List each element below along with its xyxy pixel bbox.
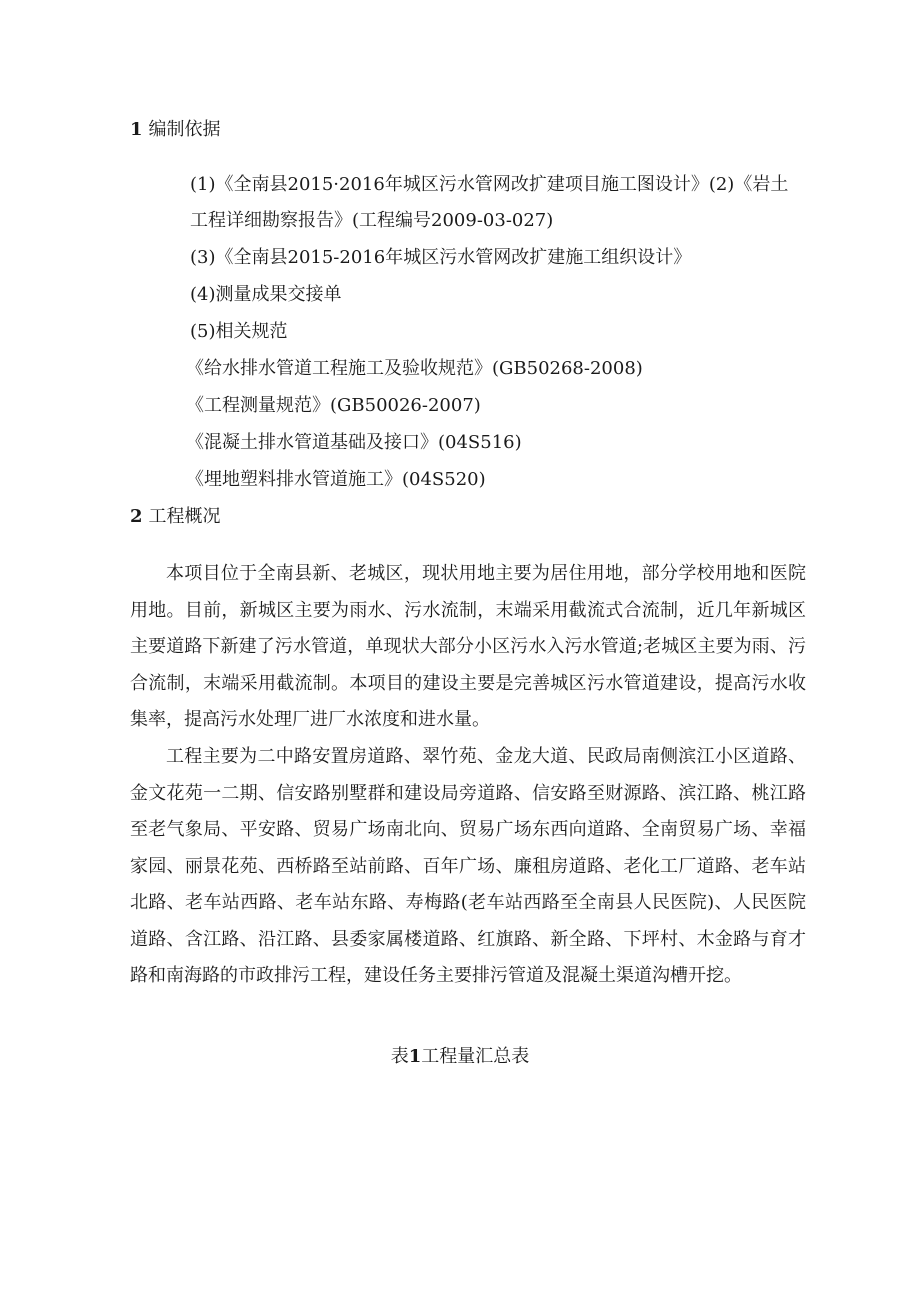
section-1-number: 1 (130, 119, 143, 140)
standard-line-1: 《给水排水管道工程施工及验收规范》(GB50268-2008) (186, 358, 643, 379)
reference-line-5: (5)相关规范 (190, 321, 288, 342)
reference-line-2: 工程详细勘察报告》(工程编号2009-03-027) (190, 210, 554, 231)
section-1-heading (130, 118, 221, 142)
standard-line-2: 《工程测量规范》(GB50026-2007) (186, 395, 481, 416)
overview-paragraph-1: 本项目位于全南县新、老城区，现状用地主要为居住用地，部分学校用地和医院用地。目前，新城区主要为雨水、污水流制，末端采用截流式合流制，近几年新城区主要道路下新建了污水管道，单现状大部分小区污水入污水管道;老城区主要为雨、污合流制，末端采用截流制。本项目的建设主要是完善城区污水管道建设，提高污水收集率，提高污水处理厂进厂水浓度和进水量。 (130, 563, 806, 730)
reference-line-3: (3)《全南县2015-2016年城区污水管网改扩建施工组织设计》 (190, 247, 692, 268)
section-2-number: 2 (130, 506, 143, 527)
standard-line-3: 《混凝土排水管道基础及接口》(04S516) (186, 432, 522, 453)
section-1-title: 编制依据 (148, 119, 221, 140)
section-2-title: 工程概况 (148, 506, 221, 527)
reference-line-1: (1)《全南县2015·2016年城区污水管网改扩建项目施工图设计》(2)《岩土 (190, 174, 789, 195)
standard-line-4: 《埋地塑料排水管道施工》(04S520) (186, 469, 486, 490)
table-caption-number: 1 (408, 1046, 422, 1067)
section-2-heading (130, 505, 221, 529)
table-caption (0, 1045, 920, 1069)
overview-paragraph-2: 工程主要为二中路安置房道路、翠竹苑、金龙大道、民政局南侧滨江小区道路、金文花苑一二期、信安路别墅群和建设局旁道路、信安路至财源路、滨江路、桃江路至老气象局、平安路、贸易广场南北向、贸易广场东西向道路、全南贸易广场、幸福家园、丽景花苑、西桥路至站前路、百年广场、廉租房道路、老化工厂道路、老车站北路、老车站西路、老车站东路、寿梅路(老车站西路至全南县人民医院)、人民医院道路、含江路、沿江路、县委家属楼道路、红旗路、新全路、下坪村、木金路与育才路和南海路的市政排污工程，建设任务主要排污管道及混凝土渠道沟槽开挖。 (130, 746, 806, 986)
reference-line-4: (4)测量成果交接单 (190, 284, 342, 305)
table-caption-title: 工程量汇总表 (421, 1046, 530, 1067)
table-caption-prefix: 表 (390, 1046, 409, 1067)
